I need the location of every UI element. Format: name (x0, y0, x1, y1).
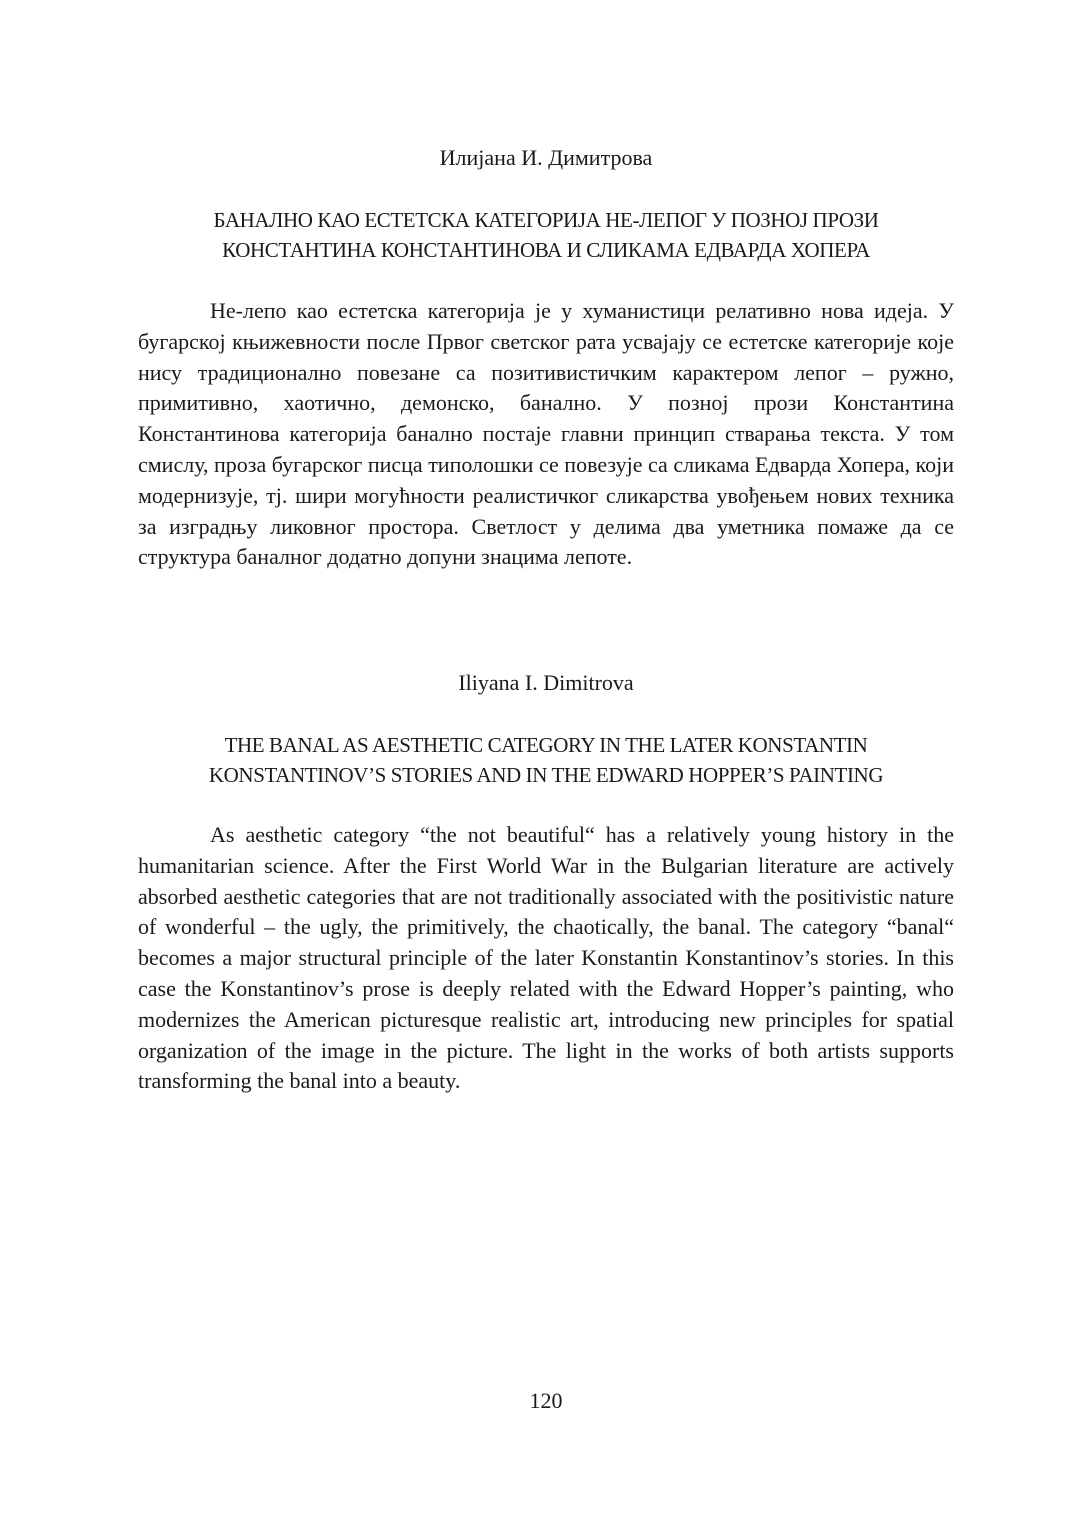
title-line: KONSTANTINOV’S STORIES AND IN THE EDWARD HOPPER’S PAINTING (208, 763, 884, 787)
abstract-text: As aesthetic category “the not beautiful“ has a relatively young history in the humanitarian science. After the First World War in the Bulgarian literature are actively absorbed aesthetic categories that are not traditionally associated with the positivistic nature of wonderful – the ugly, the primitively, the chaotically, the banal. The category “banal“ becomes a major structural principle of the later Konstantin Konstantinov’s stories. In this case the Konstantinov’s prose is deeply related with the Edward Hopper’s painting, who modernizes the American picturesque realistic art, introducing new principles for spatial organization of the image in the picture. The light in the works of both artists supports transforming the banal into a beauty. (138, 822, 954, 1094)
abstract-serbian (138, 296, 954, 573)
abstract-text: Не-лепо као естетска категорија је у хуманистици релативно нова идеја. У бугарској књижевности после Првог светског рата усвајају се естетске категорије које нису традиционално повезане са позитивистичким карактером лепог – ружно, примитивно, хаотично, демонско, банално. У позној прози Константина Константинова категорија банално постаје главни принцип стварања текста. У том смислу, проза бугарског писца типолошки се повезује са сликама Едварда Хопера, који модернизује, тј. шири могућности реалистичког сликарства увођењем нових техника за изградњу ликовног простора. Светлост у делима два уметника помаже да се структура баналног додатно допуни знацима лепоте. (138, 298, 954, 570)
article-title-serbian (138, 205, 954, 265)
title-line: КОНСТАНТИНА КОНСТАНТИНОВА И СЛИКАМА ЕДВАРДА ХОПЕРА (222, 238, 870, 262)
title-line: THE BANAL AS AESTHETIC CATEGORY IN THE LATER KONSTANTIN (224, 733, 868, 757)
author-name-english: Iliyana I. Dimitrova (458, 670, 634, 695)
article-title-english (138, 730, 954, 790)
author-name-serbian: Илијана И. Димитрова (439, 145, 653, 170)
abstract-english (138, 820, 954, 1097)
page-number: 120 (529, 1388, 563, 1413)
title-line: БАНАЛНО КАО ЕСТЕТСКА КАТЕГОРИЈА НЕ-ЛЕПОГ У ПОЗНОЈ ПРОЗИ (213, 208, 879, 232)
